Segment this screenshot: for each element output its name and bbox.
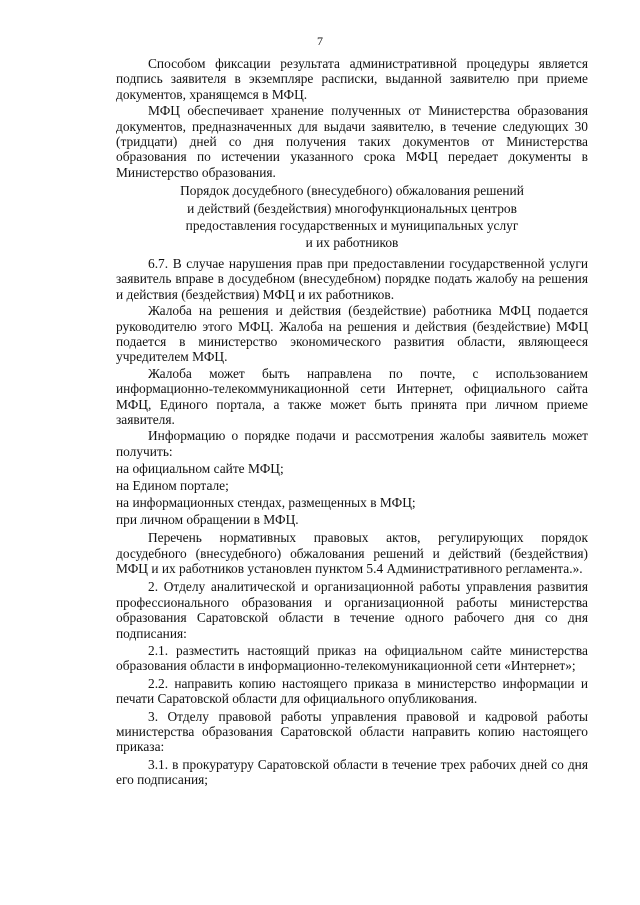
paragraph-item-2-2: 2.2. направить копию настоящего приказа в министерство информации и печати Саратовской области для официального опубликования. xyxy=(116,675,588,707)
info-sources-list xyxy=(116,460,588,528)
paragraph-6-7: 6.7. В случае нарушения прав при предоставлении государственной услуги заявитель вправе в досудебном (внесудебном) порядке подать жалобу на решения и действия (бездействия) МФЦ и их работников. xyxy=(116,255,588,302)
paragraph-storage: МФЦ обеспечивает хранение полученных от Министерства образования документов, предназначенных для выдачи заявителю, в течение следующих 30 (тридцати) дней со дня получения таких документов от Министерства образования по истечении указанного срока МФЦ передает документы в Министерство образования. xyxy=(116,103,588,180)
heading-line-3: предоставления государственных и муниципальных услуг xyxy=(185,218,519,234)
document-body xyxy=(116,56,588,788)
heading-line-1: Порядок досудебного (внесудебного) обжалования решений xyxy=(180,183,524,199)
paragraph-item-3: 3. Отделу правовой работы управления правовой и кадровой работы министерства образования Саратовской области направить копию настоящего приказа: xyxy=(116,708,588,755)
page-number: 7 xyxy=(317,34,323,48)
paragraph-item-2-1: 2.1. разместить настоящий приказ на официальном сайте министерства образования области в информационно-телекомуникационной сети «Интернет»; xyxy=(116,643,588,674)
paragraph-complaint-addressee: Жалоба на решения и действия (бездействие) работника МФЦ подается руководителю этого МФЦ. Жалоба на решения и действия (бездействие) МФЦ подается в министерство экономического развития области, являющееся учредителем МФЦ. xyxy=(116,303,588,365)
paragraph-fixation: Способом фиксации результата административной процедуры является подпись заявителя в экземпляре расписки, выданной заявителю при приеме документов, хранящемся в МФЦ. xyxy=(116,56,588,102)
list-item: на официальном сайте МФЦ; xyxy=(116,461,284,477)
list-item: на Едином портале; xyxy=(116,478,229,494)
paragraph-legal-acts: Перечень нормативных правовых актов, регулирующих порядок досудебного (внесудебного) обжалования решений и действий (бездействия) МФЦ и их работников установлен пунктом 5.4 Административного регламента.». xyxy=(116,530,588,576)
paragraph-item-3-1: 3.1. в прокуратуру Саратовской области в течение трех рабочих дней со дня его подписания; xyxy=(116,756,588,788)
section-heading xyxy=(116,182,588,252)
heading-line-4: и их работников xyxy=(305,235,399,251)
heading-line-2: и действий (бездействия) многофункциональных центров xyxy=(187,200,517,216)
paragraph-item-2: 2. Отделу аналитической и организационной работы управления развития профессионального образования и организационной работы министерства образования Саратовской области в течение одного рабочего дня со дня подписания: xyxy=(116,579,588,641)
list-item: при личном обращении в МФЦ. xyxy=(116,512,299,528)
list-item: на информационных стендах, размещенных в МФЦ; xyxy=(116,495,416,511)
paragraph-info-sources: Информацию о порядке подачи и рассмотрения жалобы заявитель может получить: xyxy=(116,428,588,459)
paragraph-complaint-channels: Жалоба может быть направлена по почте, с использованием информационно-телекоммуникационной сети Интернет, официального сайта МФЦ, Единого портала, а также может быть принята при личном приеме заявителя. xyxy=(116,365,588,427)
